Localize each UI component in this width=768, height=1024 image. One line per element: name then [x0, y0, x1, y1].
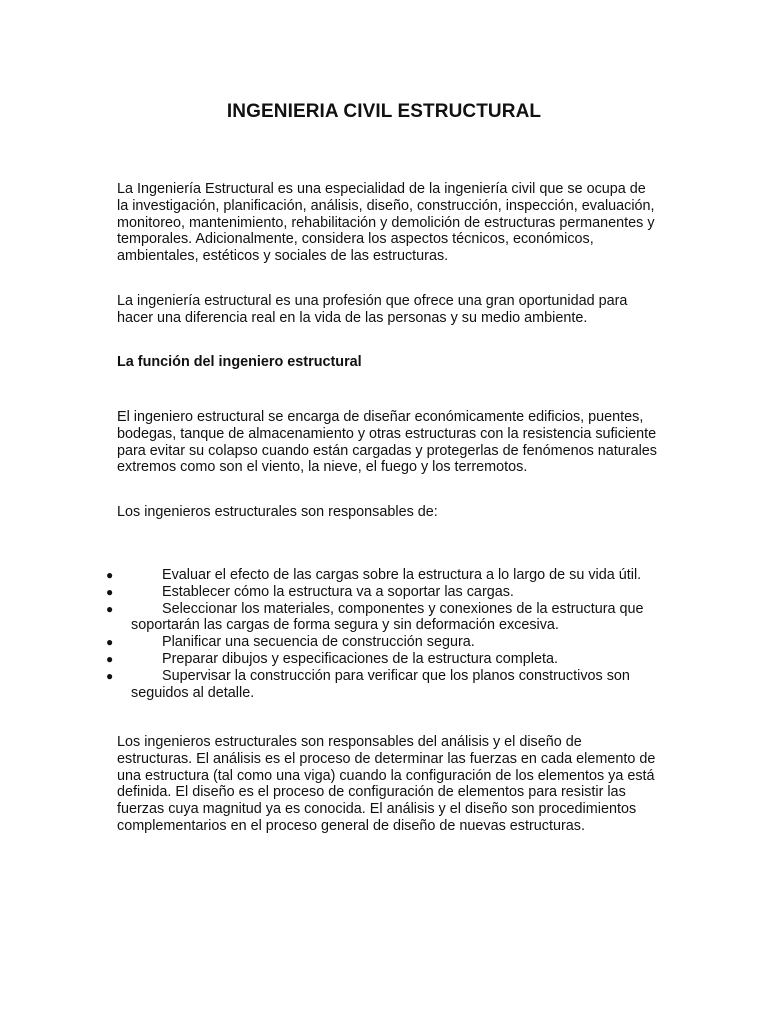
list-item-text: Supervisar la construcción para verificar que los planos constructivos son seguidos al detalle.: [131, 667, 630, 701]
document-title: INGENIERIA CIVIL ESTRUCTURAL: [226, 101, 542, 122]
list-item: [0, 567, 653, 584]
opportunity-paragraph: La ingeniería estructural es una profesión que ofrece una gran oportunidad para hacer una diferencia real en la vida de las personas y su medio ambiente.: [117, 293, 628, 326]
bullet-icon: ●: [106, 668, 114, 683]
list-item: [0, 668, 653, 702]
bullet-icon: ●: [106, 635, 114, 650]
section-heading: La función del ingeniero estructural: [117, 354, 362, 370]
bullet-icon: ●: [106, 568, 114, 582]
intro-paragraph: La Ingeniería Estructural es una especialidad de la ingeniería civil que se ocupa de la investigación, planificación, análisis, diseño, construcción, inspección, evaluación, monitoreo, mantenimiento, rehabilitación y demolición de estructuras permanentes y temporales. Adicionalmente, considera los aspectos técnicos, económicos, ambientales, estéticos y sociales de las estructuras.: [117, 181, 655, 265]
bullet-icon: ●: [106, 584, 114, 599]
list-item-text: Planificar una secuencia de construcción segura.: [162, 634, 475, 651]
list-item-text: Seleccionar los materiales, componentes y conexiones de la estructura que soportarán las cargas de forma segura y sin deformación excesiva.: [131, 600, 644, 634]
list-item-text: Preparar dibujos y especificaciones de la estructura completa.: [162, 650, 558, 667]
list-item: [0, 601, 653, 635]
list-item-text: Evaluar el efecto de las cargas sobre la estructura a lo largo de su vida útil.: [162, 567, 642, 583]
function-paragraph: El ingeniero estructural se encarga de diseñar económicamente edificios, puentes, bodegas, tanque de almacenamiento y otras estructuras con la resistencia suficiente para evitar su colapso cuando están cargadas y protegerlas de fenómenos naturales extremos como son el viento, la nieve, el fuego y los terremotos.: [117, 409, 657, 476]
responsibilities-list: [0, 567, 768, 701]
list-item: [0, 634, 653, 651]
list-item: [0, 584, 653, 601]
bullet-icon: ●: [106, 651, 114, 666]
analysis-design-paragraph: Los ingenieros estructurales son responsables del análisis y el diseño de estructuras. El análisis es el proceso de determinar las fuerzas en cada elemento de una estructura (tal como una viga) cuando la configuración de los elementos ya está definida. El diseño es el proceso de configuración de elementos para resistir las fuerzas cuya magnitud ya es conocida. El análisis y el diseño son procedimientos complementarios en el proceso general de diseño de nuevas estructuras.: [117, 734, 656, 834]
bullet-icon: ●: [106, 601, 114, 616]
list-item: [0, 651, 653, 668]
list-item-text: Establecer cómo la estructura va a soportar las cargas.: [162, 583, 514, 600]
responsibilities-intro: Los ingenieros estructurales son responsables de:: [117, 504, 438, 520]
